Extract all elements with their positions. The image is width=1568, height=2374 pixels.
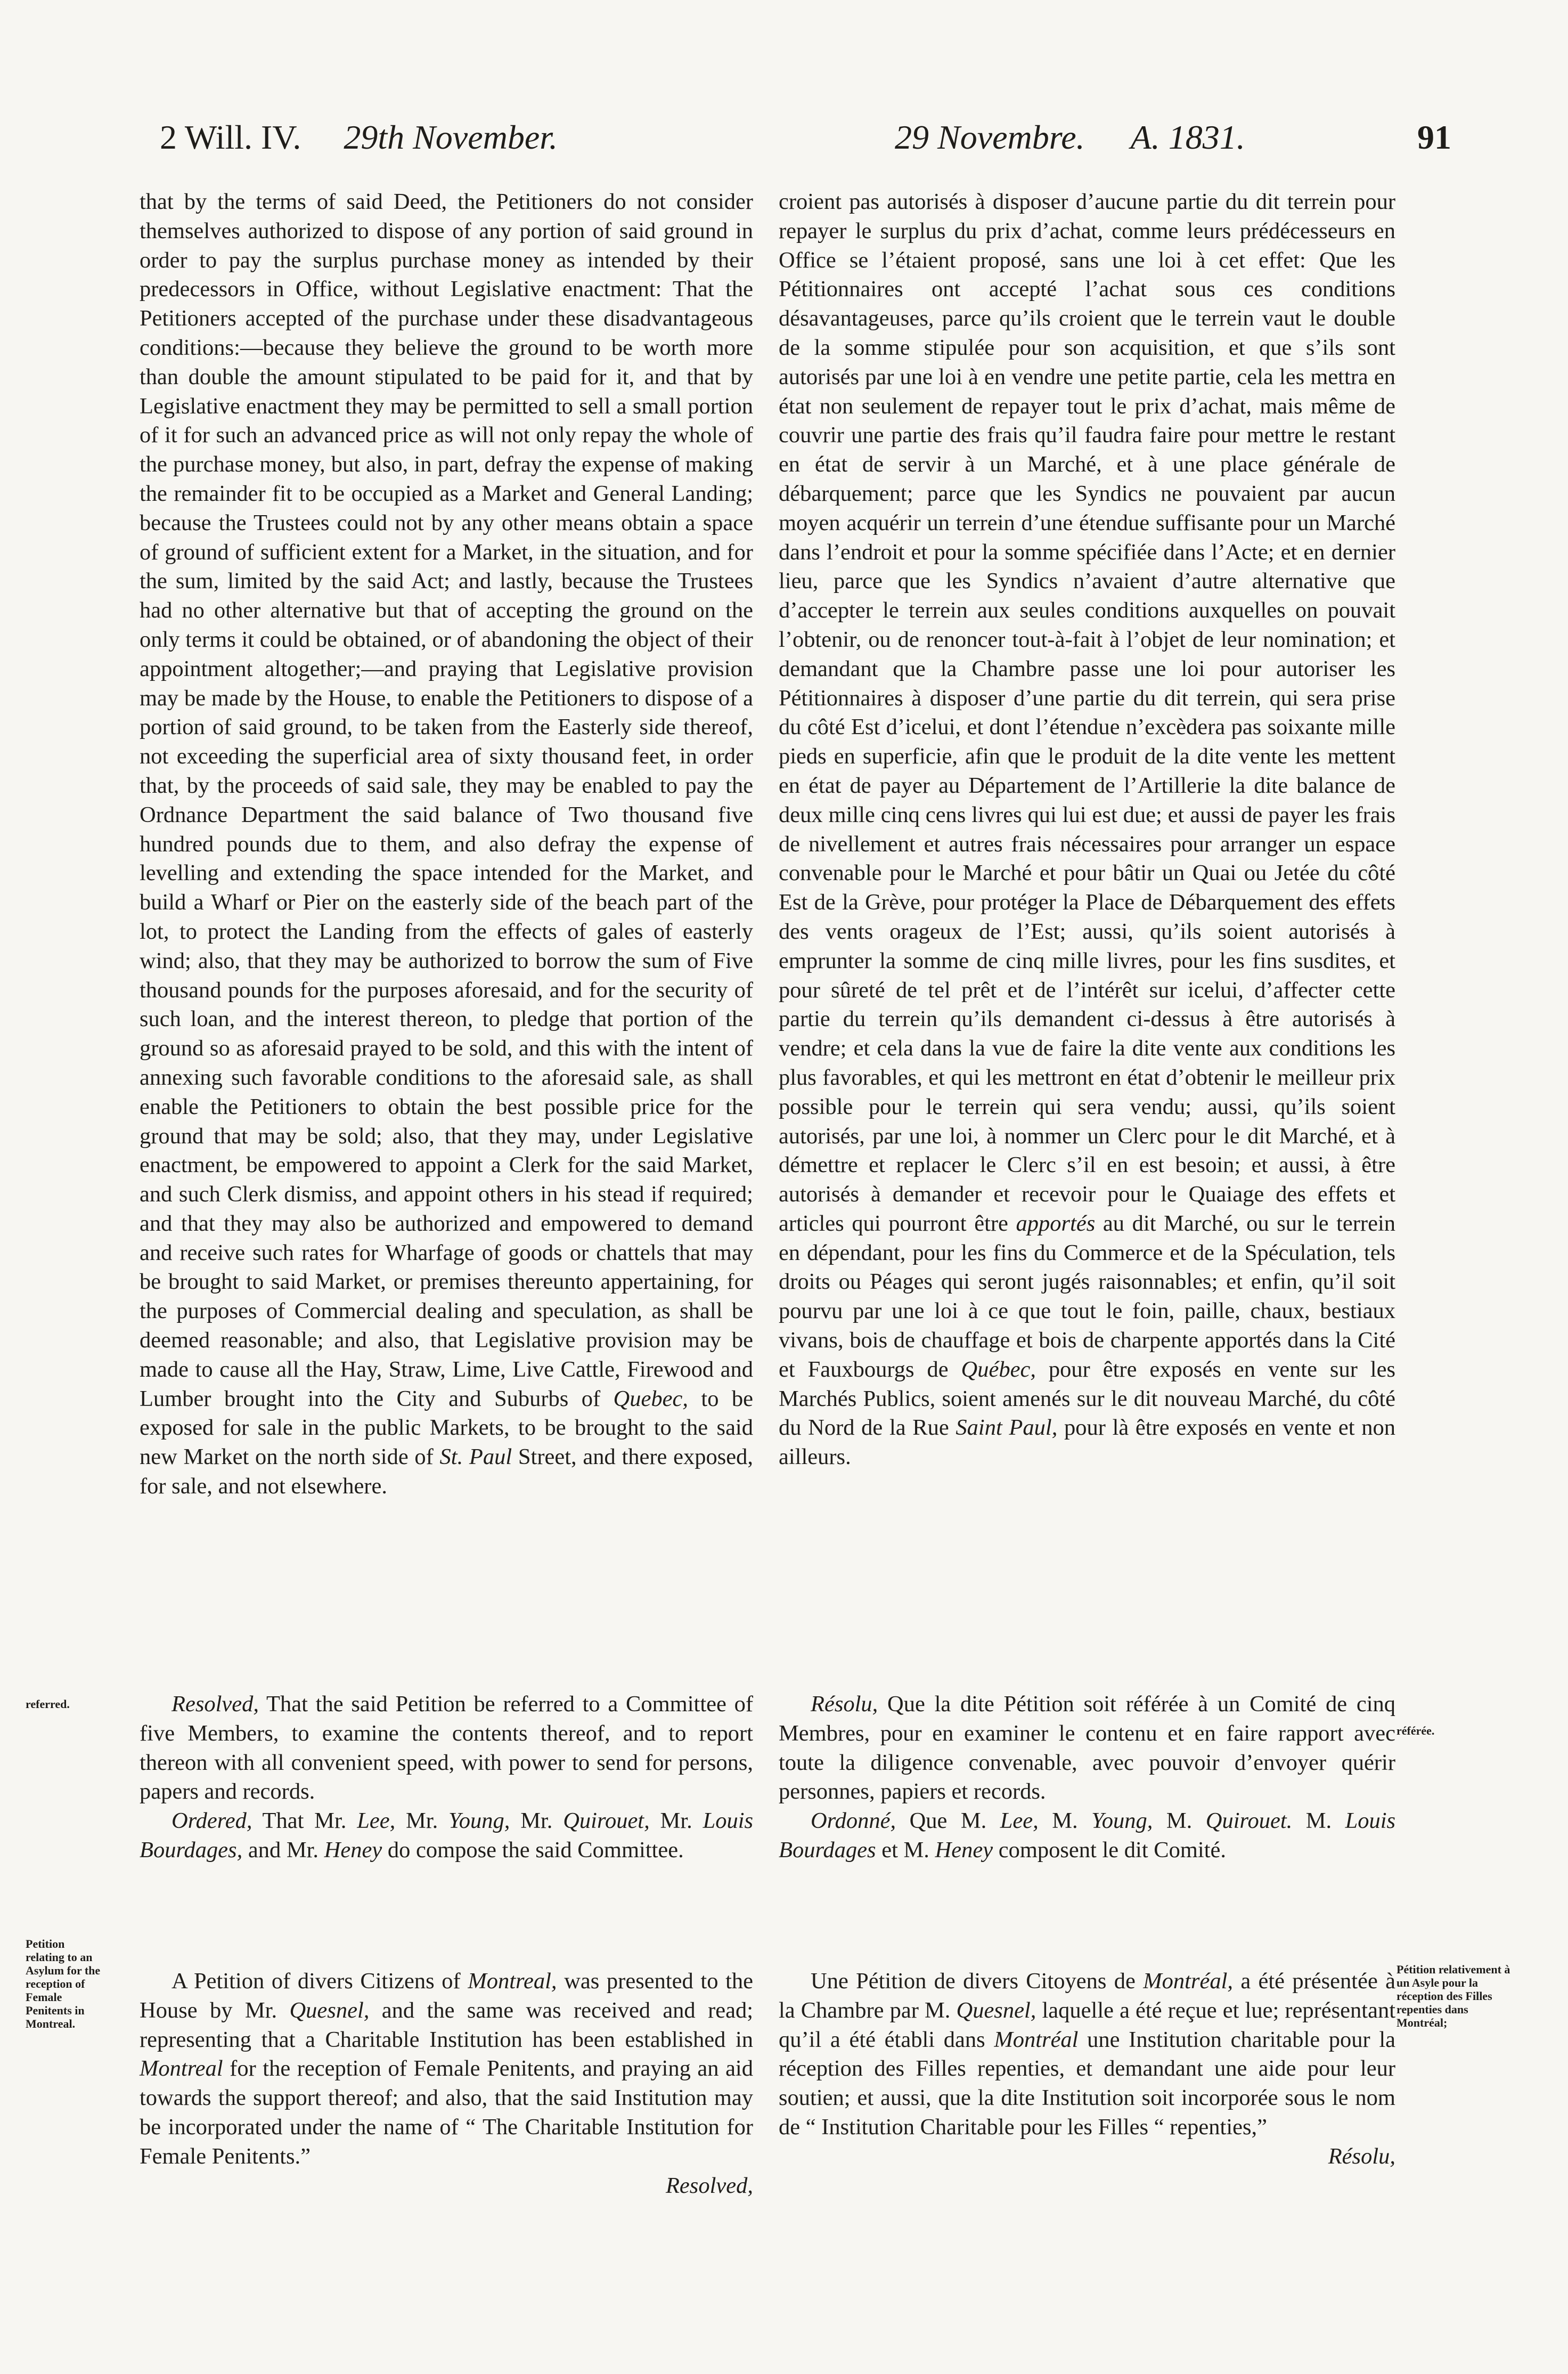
fr-ordonne-label: Ordonné, (811, 1808, 896, 1834)
en-name-lee: Lee, (357, 1808, 396, 1834)
en-resolved-block (140, 1690, 753, 1865)
en-para1-text: that by the terms of said Deed, the Petitioners do not consider themselves authorized to dispose of any portion of said ground in order to pay the surplus purchase money as intended by their predecessors in Office, without Legislative enactment: That the Petitioners accepted of the purchase under these disadvantageous conditions:—because they believe the ground to be worth more than double the amount stipulated to be paid for it, and that by Legislative enactment they may be permitted to sell a small portion of it for such an advanced price as will not only repay the whole of the purchase money, but also, in part, defray the expense of making the remainder fit to be occupied as a Market and General Landing; because the Trustees could not by any other means obtain a space of ground of sufficient extent for a Market, in the situation, and for the sum, limited by the said Act; and lastly, because the Trustees had no other alternative but that of accepting the ground on the only terms it could be obtained, or of abandoning the object of their appointment altogether;—and praying that Legislative provision may be made by the House, to enable the Petitioners to dispose of a portion of said ground, to be taken from the Easterly side thereof, not exceeding the superficial area of sixty thousand feet, in order that, by the proceeds of said sale, they may be enabled to pay the Ordnance Department the said balance of Two thousand five hundred pounds due to them, and also defray the expense of levelling and extending the space intended for the Market, and build a Wharf or Pier on the easterly side of the beach part of the lot, to protect the Landing from the effects of gales of easterly wind; also, that they may be authorized to borrow the sum of Five thousand pounds for the purposes aforesaid, and for the security of such loan, and the interest thereon, to pledge that portion of the ground so as aforesaid prayed to be sold, and this with the intent of annexing such favorable conditions to the aforesaid sale, as shall enable the Petitioners to obtain the best possible price for the ground that may be sold; also, that they may, under Legislative enactment, be empowered to appoint a Clerk for the said Market, and such Clerk dismiss, and appoint others in his stead if required; and that they may also be authorized and empowered to demand and receive such rates for Wharfage of goods or chattels that may be brought to said Market, or premises thereunto appertaining, for the purposes of Commercial dealing and speculation, as shall be deemed reasonable; and also, that Legislative provision may be made to cause all the Hay, Straw, Lime, Live Cattle, Firewood and Lumber brought into the City and Suburbs of (140, 189, 753, 1411)
en-petition-body (140, 188, 753, 1501)
fr-petition2-text-4: une Institution charitable pour la réception des Filles repenties, et demandant une aide pour leur soutien; et aussi, que la dite Institution soit incorporée sous le nom de “ Institution Charitable pour les Filles “ repenties,” (779, 2027, 1396, 2140)
fr-para1-c: pour être exposés en vente sur les Marchés Publics, soient amenés sur le dit nouveau Marché, du côté du Nord de la Rue (779, 1356, 1396, 1441)
en-place-quebec: Quebec, (613, 1386, 688, 1411)
margin-note-petition-asylum: Petition relating to an Asylum for the reception of Female Penitents in Montreal. (26, 1937, 101, 2030)
fr-ordonne-text-1: Que M. (909, 1808, 987, 1834)
fr-ordonne-paragraph (779, 1807, 1395, 1865)
fr-name-quesnel: Quesnel, (956, 1997, 1036, 2023)
fr-ordonne-text-2: M. (1052, 1808, 1078, 1834)
fr-name-quirouet: Quirouet. (1205, 1808, 1293, 1834)
fr-resolu-text: Que la dite Pétition soit référée à un Comité de cinq Membres, pour en examiner le contenu et en faire rapport avec toute la diligence convenable, avec pouvoir d’envoyer quérir personnes, papiers et records. (779, 1692, 1395, 1804)
page-number: 91 (1417, 118, 1451, 156)
en-resolved-text: That the said Petition be referred to a Committee of five Members, to examine the contents thereof, and to report thereon with all convenient speed, with power to send for persons, papers and records. (140, 1692, 754, 1804)
en-petition2-text-3: and the same was received and read; representing that a Charitable Institution has been established in (140, 1997, 754, 2052)
french-column (779, 188, 1395, 1472)
fr-resolu-block (779, 1690, 1395, 1865)
en-name-heney: Heney (324, 1837, 382, 1863)
fr-ordonne-text-3: M. (1166, 1808, 1193, 1834)
fr-place-montreal-2: Montréal (994, 2027, 1079, 2052)
fr-name-young: Young, (1091, 1808, 1153, 1834)
running-header-right (895, 120, 1451, 155)
en-female-penitents-petition (140, 1967, 753, 2200)
en-ordered-text-2: Mr. (406, 1808, 438, 1834)
en-name-bourdages: Louis Bourdages, (140, 1808, 754, 1863)
fr-para1-end: pour là être exposés en vente et non ailleurs. (779, 1415, 1396, 1470)
margin-note-referee: référée. (1396, 1724, 1435, 1737)
en-resolved-label: Resolved, (172, 1692, 259, 1717)
date-fr: 29 Novembre. (895, 118, 1085, 156)
en-para1-tail: to be exposed for sale in the public Markets, to be brought to the said new Market on the north side of (140, 1386, 754, 1470)
en-street-st-paul: St. Paul (439, 1444, 512, 1470)
fr-petition2-text-1: Une Pétition de divers Citoyens de (811, 1969, 1136, 1994)
fr-name-heney: Heney (935, 1837, 993, 1863)
margin-note-referred: referred. (26, 1697, 70, 1711)
en-ordered-text-3: Mr. (520, 1808, 553, 1834)
en-ordered-text-5: and Mr. (248, 1837, 319, 1863)
en-ordered-text-6: do compose the said Committee. (387, 1837, 684, 1863)
fr-word-apportes: apportés (1016, 1210, 1096, 1236)
year-label: A. 1831. (1130, 118, 1245, 156)
fr-place-montreal: Montréal, (1143, 1969, 1233, 1994)
fr-place-quebec: Québec, (961, 1356, 1036, 1382)
fr-ordonne-text-4: M. (1305, 1808, 1332, 1834)
fr-catchword: Résolu, (1328, 2143, 1395, 2169)
fr-resolu-label: Résolu, (811, 1692, 878, 1717)
english-column (140, 188, 753, 1501)
en-place-montreal: Montreal, (468, 1969, 557, 1994)
margin-note-petition-asyle: Pétition relativement à un Asyle pour la réception des Filles repenties dans Montréal; (1396, 1963, 1510, 2029)
en-para1-end: Street, and there exposed, for sale, and not elsewhere. (140, 1444, 754, 1499)
en-ordered-label: Ordered, (172, 1808, 252, 1834)
en-ordered-text-1: That Mr. (262, 1808, 347, 1834)
fr-name-bourdages: Louis Bourdages (779, 1808, 1396, 1863)
fr-petition2-text-3: laquelle a été reçue et lue; représentant qu’il a été établi dans (779, 1997, 1395, 2052)
fr-petition2-text-2: a été présentée à la Chambre par M. (779, 1969, 1396, 2023)
reign-label: 2 Will. IV. (160, 118, 301, 156)
running-header-left (160, 120, 558, 155)
fr-para1-text: croient pas autorisés à disposer d’aucune partie du dit terrein pour repayer le surplus du prix d’achat, comme leurs prédécesseurs en Office se l’étaient proposé, sans une loi à cet effet: Que les Pétitionnaires ont accepté l’achat sous ces conditions désavantageuses, parce qu’ils croient que le terrein vaut le double de la somme stipulée pour son acquisition, et que s’ils sont autorisés par une loi à en vendre une petite partie, cela les mettra en état non seulement de repayer tout le prix d’achat, mais même de couvrir une partie des frais qu’il faudra faire pour mettre le restant en état de servir à un Marché, et à une place générale de débarquement; parce que les Syndics ne pouvaient par aucun moyen acquérir un terrein d’une étendue suffisante pour un Marché dans l’endroit et pour la somme spécifiée dans l’Acte; et en dernier lieu, parce que les Syndics n’avaient d’autre alternative que d’accepter le terrein aux seules conditions auxquelles on pouvait l’obtenir, ou de renoncer tout-à-fait à l’objet de leur nomination; et demandant que la Chambre passe une loi pour autoriser les Pétitionnaires à disposer d’une partie du dit terrein, qui sera prise du côté Est d’icelui, et dont l’étendue n’excèdera pas soixante mille pieds en superficie, afin que le produit de la dite vente les mettent en état de payer au Département de l’Artillerie la dite balance de deux mille cinq cens livres qui lui est due; et aussi de payer les frais de nivellement et autres frais nécessaires pour arranger un espace convenable pour le Marché et pour bâtir un Quai ou Jetée du côté Est de la Grève, pour protéger la Place de Débarquement des effets des vents orageux de l’Est; aussi, qu’ils soient autorisés à emprunter la somme de cinq mille livres, pour les fins susdites, et pour sûreté de tel prêt et de l’intérêt sur icelui, d’affecter cette partie du terrein qu’ils demandent ci-dessus à être autorisés à vendre; et cela dans la vue de faire la dite vente aux conditions les plus favorables, et qui les mettront en état d’obtenir le meilleur prix possible pour le terrein qui sera vendu; aussi, qu’ils soient autorisés, par une loi, à nommer un Clerc pour le dit Marché, et à démettre et replacer le Clerc s’il en est besoin; et aussi, à être autorisés à demander et recevoir pour le Quaiage des effets et articles qui pourront être (779, 189, 1395, 1236)
fr-street-saint-paul: Saint Paul, (956, 1415, 1058, 1441)
en-place-montreal-2: Montreal (140, 2056, 223, 2082)
en-name-quesnel: Quesnel, (289, 1997, 370, 2023)
en-petition2-text-4: for the reception of Female Penitents, and praying an aid towards the support thereof; and also, that the said Institution may be incorporated under the name of “ The Charitable Institution for Female Penitents.” (140, 2056, 753, 2169)
fr-name-lee: Lee, (1000, 1808, 1039, 1834)
en-name-quirouet: Quirouet, (563, 1808, 650, 1834)
en-catchword: Resolved, (665, 2173, 753, 2198)
en-name-young: Young, (448, 1808, 510, 1834)
fr-ordonne-text-5: et M. (881, 1837, 929, 1863)
fr-petition-body (779, 188, 1395, 1472)
fr-ordonne-text-6: composent le dit Comité. (998, 1837, 1227, 1863)
fr-para1-b: au dit Marché, ou sur le terrein en dépendant, pour les fins du Commerce et de la Spéculation, tels droits ou Péages qui seront jugés raisonnables; et enfin, qu’il soit pourvu par une loi à ce que tout le foin, paille, chaux, bestiaux vivans, bois de chauffage et bois de charpente apportés dans la Cité et Fauxbourgs de (779, 1210, 1396, 1382)
date-en: 29th November. (344, 118, 558, 156)
en-ordered-text-4: Mr. (660, 1808, 692, 1834)
en-ordered-paragraph (140, 1807, 753, 1865)
en-petition2-text-2: was presented to the House by Mr. (140, 1969, 754, 2023)
fr-filles-repenties-petition (779, 1967, 1395, 2172)
en-petition2-text-1: A Petition of divers Citizens of (172, 1969, 461, 1994)
